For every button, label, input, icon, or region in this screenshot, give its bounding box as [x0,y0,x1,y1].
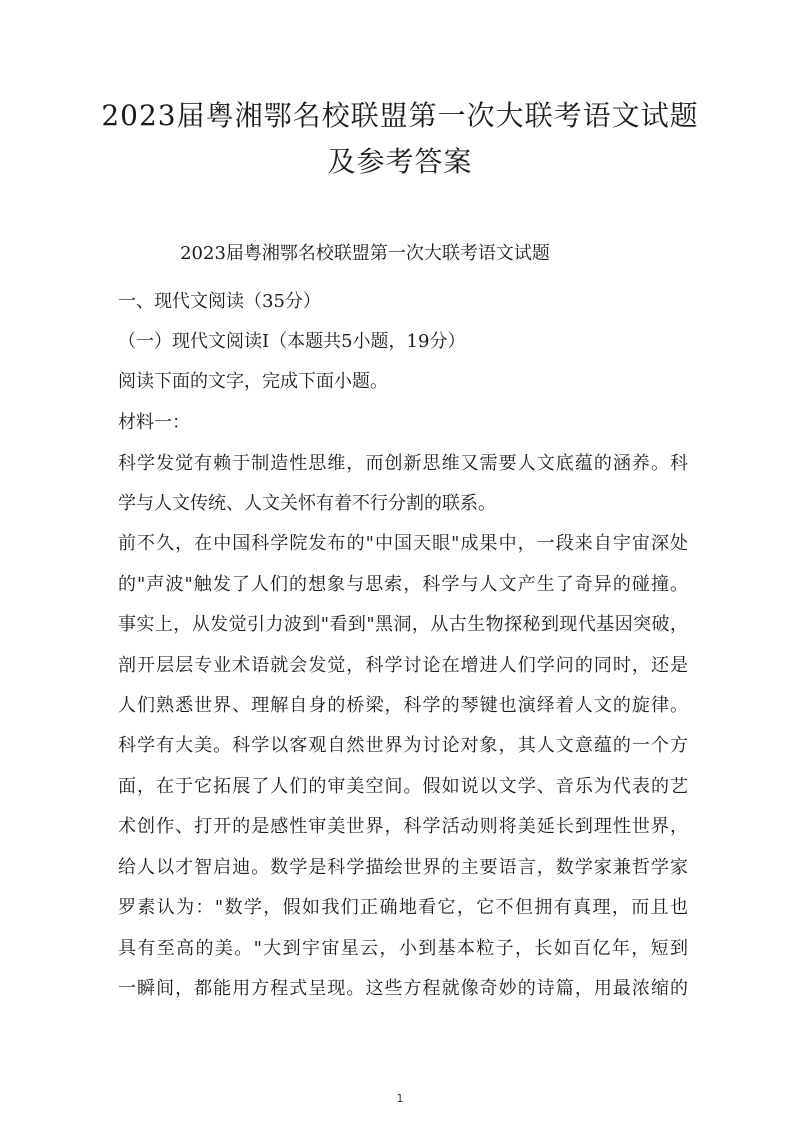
document-title-line-2: 及参考答案 [327,145,473,178]
reading-instruction: 阅读下面的文字，完成下面小题。 [118,371,388,392]
body-line: 面，在于它拓展了人们的审美空间。假如说以文学、音乐为代表的艺 [118,776,688,797]
body-line: 术创作、打开的是感性审美世界，科学活动则将美延长到理性世界， [118,816,688,837]
body-line: 给人以才智启迪。数学是科学描绘世界的主要语言，数学家兼哲学家 [118,857,688,878]
body-line: 具有至高的美。"大到宇宙星云，小到基本粒子，长如百亿年，短到 [118,938,688,959]
document-subtitle: 2023届粤湘鄂名校联盟第一次大联考语文试题 [180,243,550,264]
body-line: 一瞬间，都能用方程式呈现。这些方程就像奇妙的诗篇，用最浓缩的 [118,978,688,999]
body-line: 人们熟悉世界、理解自身的桥梁，科学的琴键也演绎着人文的旋律。 [118,695,688,716]
body-line: 剖开层层专业术语就会发觉，科学讨论在增进人们学问的同时，还是 [118,655,688,676]
document-title-line-1: 2023届粤湘鄂名校联盟第一次大联考语文试题 [101,99,699,132]
page-number: 1 [396,1092,404,1105]
body-line: 前不久，在中国科学院发布的"中国天眼"成果中，一段来自宇宙深处 [118,533,688,554]
subsection-heading: （一）现代文阅读Ⅰ（本题共5小题，19分） [118,331,466,352]
body-line: 事实上，从发觉引力波到"看到"黑洞，从古生物探秘到现代基因突破， [118,614,688,635]
body-line: 科学有大美。科学以客观自然世界为讨论对象，其人文意蕴的一个方 [118,735,688,756]
section-heading: 一、现代文阅读（35分） [118,291,321,312]
body-line: 学与人文传统、人文关怀有着不行分割的联系。 [118,493,496,514]
body-line: 的"声波"触发了人们的想象与思索，科学与人文产生了奇异的碰撞。 [118,574,688,595]
body-line: 罗素认为："数学，假如我们正确地看它，它不但拥有真理，而且也 [118,897,688,918]
body-line: 科学发觉有赖于制造性思维，而创新思维又需要人文底蕴的涵养。科 [118,453,688,474]
material-label: 材料一： [118,412,190,433]
